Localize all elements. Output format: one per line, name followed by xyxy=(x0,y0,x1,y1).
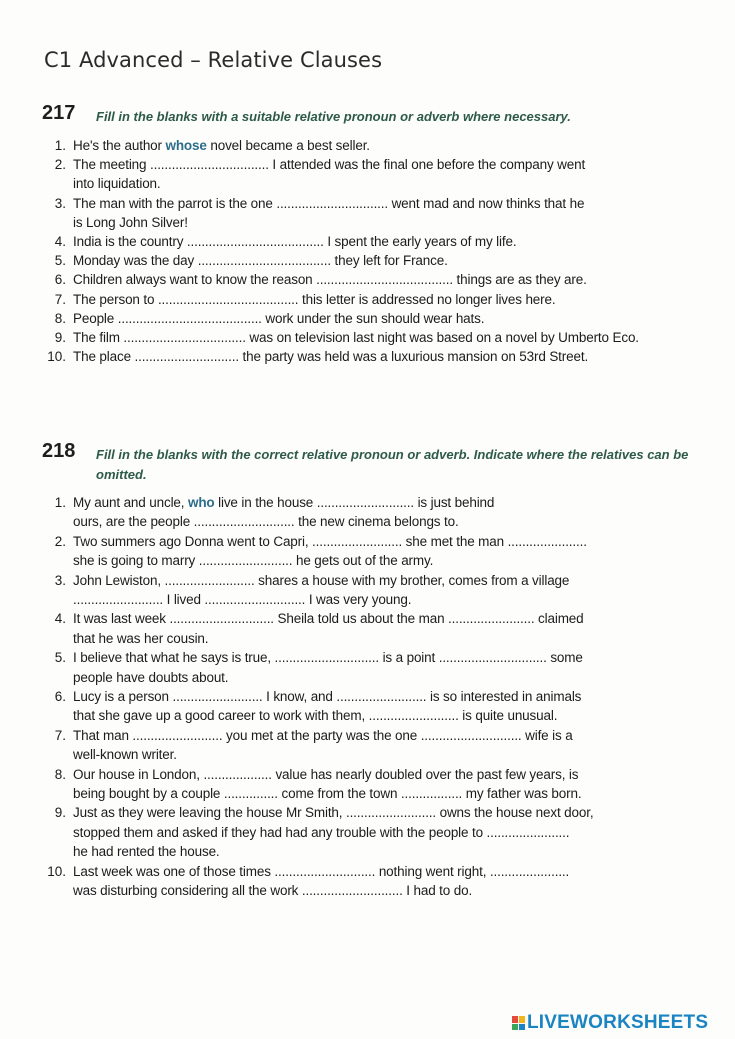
page-title: C1 Advanced – Relative Clauses xyxy=(44,48,383,72)
item-number: 9. xyxy=(54,805,66,821)
item-number: 5. xyxy=(54,253,66,269)
item-number: 4. xyxy=(54,234,66,249)
item-number: 3. xyxy=(54,572,66,588)
item-text-line: into liquidation. xyxy=(73,176,161,192)
exercise-number: 217 xyxy=(42,102,76,124)
item-number: 3. xyxy=(54,195,66,211)
item-number: 4. xyxy=(54,611,66,627)
item-number: 7. xyxy=(54,727,66,743)
example-answer: who xyxy=(187,495,215,510)
item-number: 2. xyxy=(54,157,66,173)
item-text-line: The man with the parrot is the one ............................... went mad and now thinks that he xyxy=(73,195,585,211)
item-text-line: The meeting ................................. I attended was the final one before the company went xyxy=(73,157,586,173)
exercise-instruction: Fill in the blanks with the correct relative pronoun or adverb. Indicate where the relatives can be omitted. xyxy=(96,447,689,482)
item-number: 10. xyxy=(47,349,66,365)
exercise-instruction: Fill in the blanks with a suitable relative pronoun or adverb where necessary. xyxy=(96,109,571,124)
item-text-line: My aunt and uncle, who live in the house ........................... is just behind xyxy=(73,495,495,510)
item-text-line: It was last week ............................. Sheila told us about the man ........................ claimed xyxy=(73,611,584,627)
item-text-line: The place ............................. the party was held was a luxurious mansion on 53rd Street. xyxy=(73,349,589,365)
item-text-line: stopped them and asked if they had had any trouble with the people to ....................... xyxy=(73,824,570,840)
item-number: 10. xyxy=(47,863,66,879)
logo-text: LIVEWORKSHEETS xyxy=(527,1012,709,1033)
item-text-line: People ........................................ work under the sun should wear hats. xyxy=(73,310,485,326)
item-text-line: India is the country ...................................... I spent the early years of my life. xyxy=(73,234,517,249)
liveworksheets-logo xyxy=(512,1013,708,1033)
item-text-line: that he was her cousin. xyxy=(73,630,209,646)
item-text-line: Just as they were leaving the house Mr Smith, ......................... owns the house next door, xyxy=(73,805,594,821)
item-text-line: The person to ....................................... this letter is addressed no longer lives here. xyxy=(73,291,556,307)
item-text-line: Our house in London, ................... value has nearly doubled over the past few years, is xyxy=(73,766,579,782)
item-text-line: Last week was one of those times ............................ nothing went right, ...................... xyxy=(73,863,570,879)
item-text-line: ......................... I lived ............................ I was very young. xyxy=(73,591,412,607)
item-number: 9. xyxy=(54,330,66,345)
item-text-line: Children always want to know the reason ...................................... things are as they are. xyxy=(73,272,587,288)
item-text-line: is Long John Silver! xyxy=(73,214,188,230)
item-text-line: ours, are the people ............................ the new cinema belongs to. xyxy=(73,514,459,530)
item-number: 8. xyxy=(54,766,66,782)
item-text-line: she is going to marry .......................... he gets out of the army. xyxy=(73,553,434,569)
item-text-line: that she gave up a good career to work with them, ......................... is quite unusual. xyxy=(73,708,558,724)
item-text-line: was disturbing considering all the work ............................ I had to do. xyxy=(73,882,473,898)
item-number: 6. xyxy=(54,272,66,288)
item-number: 2. xyxy=(54,533,66,549)
item-number: 7. xyxy=(54,291,66,307)
item-text-line: Lucy is a person ......................... I know, and ......................... is so interested in animals xyxy=(73,689,582,704)
item-number: 8. xyxy=(54,310,66,326)
item-text-line: well-known writer. xyxy=(73,747,177,763)
item-text-line: He's the author whose novel became a best seller. xyxy=(73,138,370,153)
item-number: 1. xyxy=(54,138,66,153)
logo-grid-icon xyxy=(512,1016,525,1030)
item-text-line: The film .................................. was on television last night was based on a novel by Umberto Eco. xyxy=(73,330,639,345)
item-text-line: John Lewiston, ......................... shares a house with my brother, comes from a village xyxy=(73,572,570,588)
item-text-line: being bought by a couple ............... come from the town ................. my father was born. xyxy=(73,785,582,801)
item-text-line: Two summers ago Donna went to Capri, ......................... she met the man ...................... xyxy=(73,533,587,549)
item-text-line: he had rented the house. xyxy=(73,844,220,860)
item-text-line: people have doubts about. xyxy=(73,669,229,685)
exercise-number: 218 xyxy=(42,440,76,462)
item-number: 1. xyxy=(54,495,66,510)
item-number: 6. xyxy=(54,689,66,704)
item-number: 5. xyxy=(54,650,66,666)
example-answer: whose xyxy=(165,138,207,153)
item-text-line: I believe that what he says is true, ............................. is a point .............................. some xyxy=(73,650,583,666)
item-text-line: That man ......................... you met at the party was the one ............................ wife is a xyxy=(73,727,573,743)
item-text-line: Monday was the day ..................................... they left for France. xyxy=(73,253,448,269)
